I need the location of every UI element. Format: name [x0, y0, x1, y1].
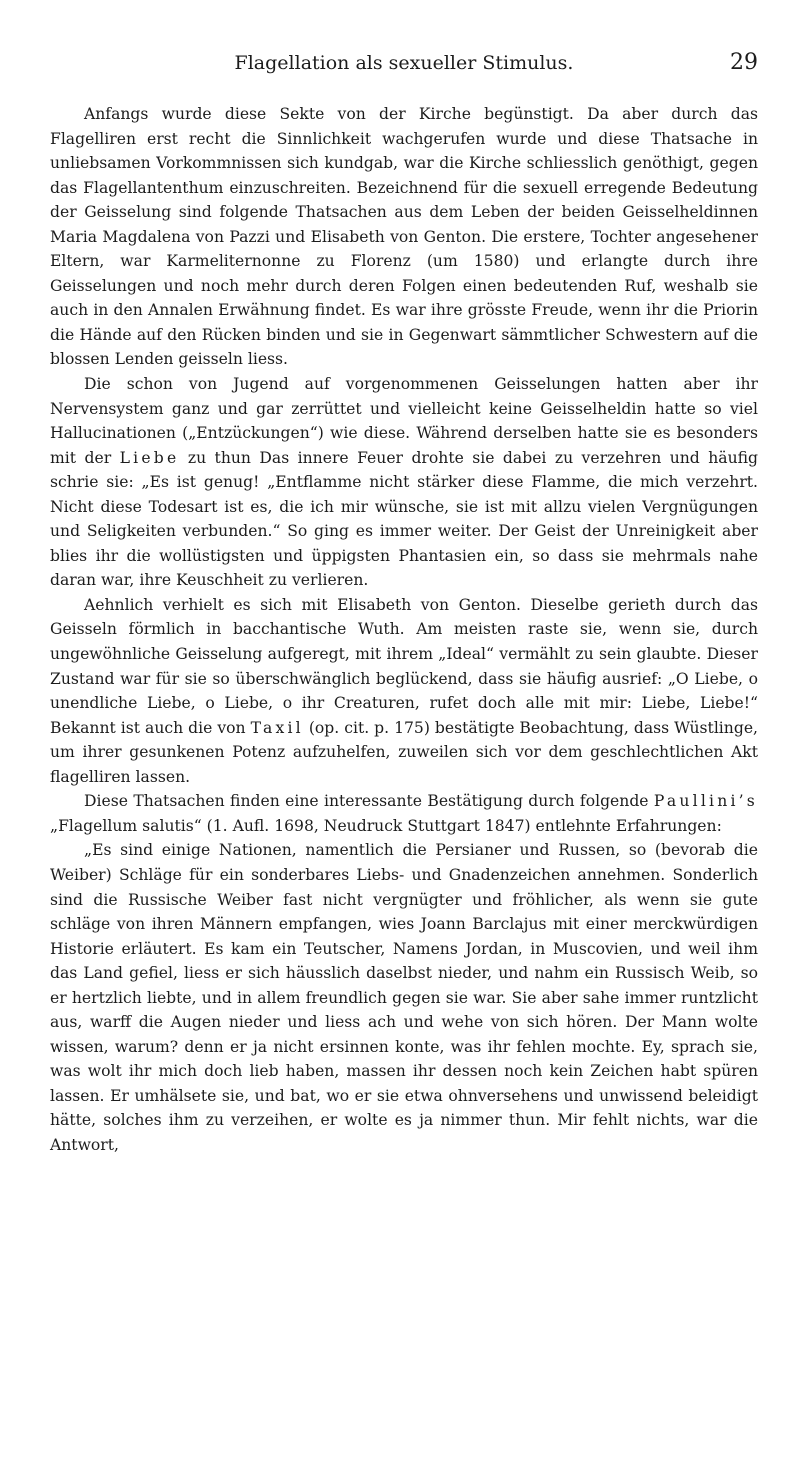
- paragraph-3-text-after: (op. cit. p. 175) bestätigte Beobachtung, dass Wüstlinge, um ihrer gesunkenen Potenz aufzuhelfen, zuweilen sich vor dem geschlechtlichen Akt flagelliren lassen.: [50, 718, 758, 786]
- spaced-word-liebe: Liebe: [119, 448, 180, 467]
- paragraph-3: [50, 593, 758, 789]
- paragraph-5-quotation: [50, 838, 758, 1157]
- spaced-name-taxil: Taxil: [250, 718, 304, 737]
- paragraph-1: [50, 102, 758, 372]
- paragraph-2: [50, 372, 758, 593]
- paragraph-5-text: „Es sind einige Nationen, namentlich die Persianer und Russen, so (bevorab die Weiber) Schläge für ein sonderbares Liebs- und Gnadenzeichen annehmen. Sonderlich sind die Russische Weiber fast nicht vergnügter und fröhlicher, als wenn sie gute schläge von ihren Männern empfangen, wies Joann Barclajus mit einer merckwürdigen Historie erläutert. Es kam ein Teutscher, Namens Jordan, in Muscovien, und weil ihm das Land gefiel, liess er sich häusslich daselbst nieder, und nahm ein Russisch Weib, so er hertzlich liebte, und in allem freundlich gegen sie war. Sie aber sahe immer runtzlicht aus, warff die Augen nieder und liess ach und wehe von sich hören. Der Mann wolte wissen, warum? denn er ja nicht ersinnen konte, was ihr fehlen mochte. Ey, sprach sie, was wolt ihr mich doch lieb haben, massen ihr dessen noch kein Zeichen habt spüren lassen. Er umhälsete sie, und bat, wo er sie etwa ohnversehens und unwissend beleidigt hätte, solches ihm zu verzeihen, er wolte es ja nimmer thun. Mir fehlt nichts, war die Antwort,: [50, 841, 758, 1154]
- page-number: 29: [730, 50, 758, 75]
- paragraph-3-text-before: Aehnlich verhielt es sich mit Elisabeth von Genton. Dieselbe gerieth durch das Geisseln förmlich in bacchantische Wuth. Am meisten raste sie, wenn sie, durch ungewöhnliche Geisselung aufgeregt, mit ihrem „Ideal“ vermählt zu sein glaubte. Dieser Zustand war für sie so überschwänglich beglückend, dass sie häufig ausrief: „O Liebe, o unendliche Liebe, o Liebe, o ihr Creaturen, rufet doch alle mit mir: Liebe, Liebe!“ Bekannt ist auch die von: [50, 595, 758, 737]
- spaced-name-paullini: Paullini’s: [653, 792, 758, 811]
- paragraph-2-text-after: zu thun Das innere Feuer drohte sie dabei zu verzehren und häufig schrie sie: „Es ist genug! „Entflamme nicht stärker diese Flamme, die mich verzehrt. Nicht diese Todesart ist es, die ich mir wünsche, sie ist mit allzu vielen Vergnügungen und Seligkeiten verbunden.“ So ging es immer weiter. Der Geist der Unreinigkeit aber blies ihr die wollüstigsten und üppigsten Phantasien ein, so dass sie mehrmals nahe daran war, ihre Keuschheit zu verlieren.: [50, 448, 758, 590]
- paragraph-1-text: Anfangs wurde diese Sekte von der Kirche begünstigt. Da aber durch das Flagelliren erst recht die Sinnlichkeit wachgerufen wurde und diese Thatsache in unliebsamen Vorkommnissen sich kundgab, war die Kirche schliesslich genöthigt, gegen das Flagellantenthum einzuschreiten. Bezeichnend für die sexuell erregende Bedeutung der Geisselung sind folgende Thatsachen aus dem Leben der beiden Geisselheldinnen Maria Magdalena von Pazzi und Elisabeth von Genton. Die erstere, Tochter angesehener Eltern, war Karmeliternonne zu Florenz (um 1580) und erlangte durch ihre Geisselungen und noch mehr durch deren Folgen einen bedeutenden Ruf, weshalb sie auch in den Annalen Erwähnung findet. Es war ihre grösste Freude, wenn ihr die Priorin die Hände auf den Rücken binden und sie in Gegenwart sämmtlicher Schwestern auf die blossen Lenden geisseln liess.: [50, 105, 758, 369]
- paragraph-2-text-before: Die schon von Jugend auf vorgenommenen Geisselungen hatten aber ihr Nervensystem ganz und gar zerrüttet und vielleicht keine Geisselheldin hatte so viel Hallucinationen („Entzückungen“) wie diese. Während derselben hatte sie es besonders mit der: [50, 375, 758, 467]
- paragraph-4-text-before: Diese Thatsachen finden eine interessante Bestätigung durch folgende: [84, 792, 654, 811]
- paragraph-4-text-after: „Flagellum salutis“ (1. Aufl. 1698, Neudruck Stuttgart 1847) entlehnte Erfahrungen:: [50, 816, 722, 835]
- page-header: [50, 48, 758, 78]
- paragraph-4: [50, 789, 758, 838]
- running-title: Flagellation als sexueller Stimulus.: [234, 52, 574, 74]
- body-text: [50, 102, 758, 1158]
- book-page: [50, 48, 758, 1158]
